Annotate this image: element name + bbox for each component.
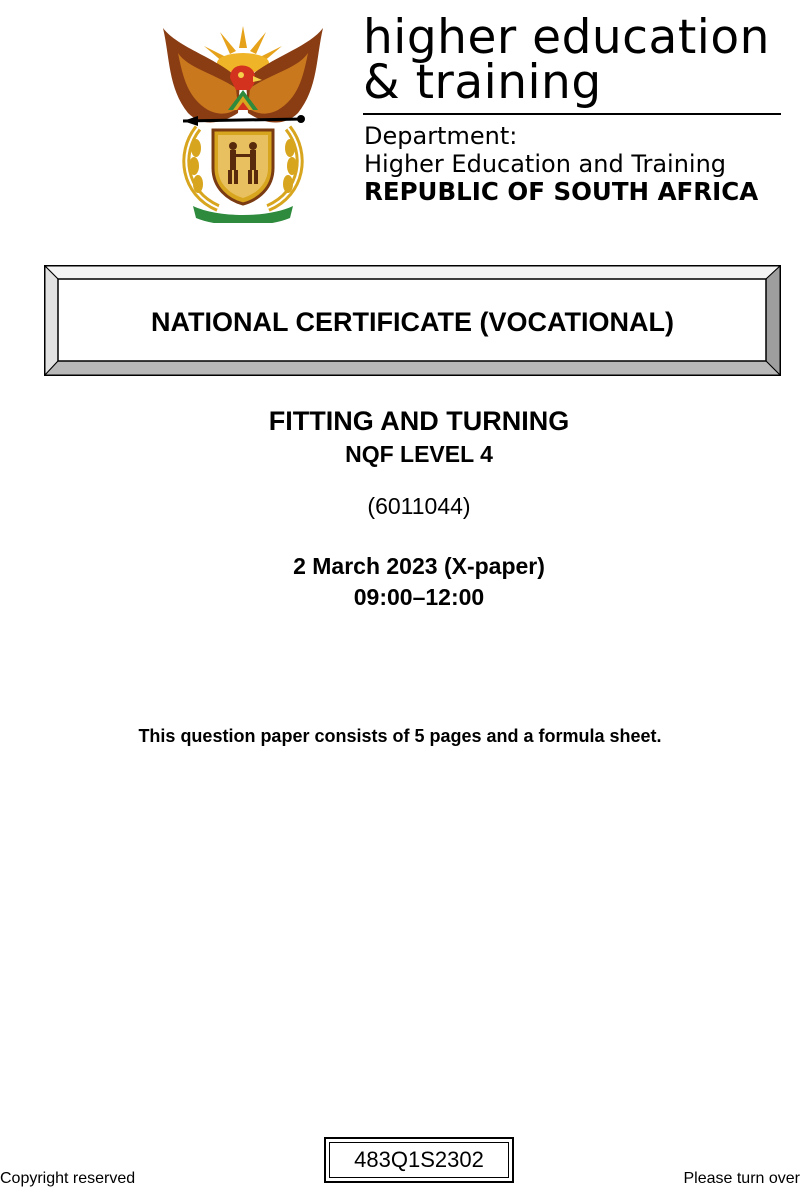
country-name: REPUBLIC OF SOUTH AFRICA xyxy=(364,177,759,206)
exam-date: 2 March 2023 (X-paper) xyxy=(293,553,545,579)
subject-code: (6011044) xyxy=(367,493,471,519)
certificate-title: NATIONAL CERTIFICATE (VOCATIONAL) xyxy=(151,307,674,337)
turn-over-notice: Please turn over xyxy=(683,1170,800,1187)
subject-title: FITTING AND TURNING xyxy=(268,406,570,436)
copyright-notice: Copyright reserved xyxy=(0,1170,136,1187)
brand-line-1: higher education xyxy=(363,10,770,65)
paper-code-box xyxy=(324,1137,514,1183)
department-label: Department: xyxy=(364,122,518,150)
brand-divider xyxy=(363,113,781,115)
exam-time: 09:00–12:00 xyxy=(353,584,485,610)
nqf-level: NQF LEVEL 4 xyxy=(345,441,493,467)
brand-line-2: & training xyxy=(363,55,602,110)
pages-note: This question paper consists of 5 pages and a formula sheet. xyxy=(138,726,662,746)
paper-code: 483Q1S2302 xyxy=(329,1142,509,1178)
coat-of-arms-icon xyxy=(158,18,328,223)
department-name: Higher Education and Training xyxy=(364,150,727,178)
